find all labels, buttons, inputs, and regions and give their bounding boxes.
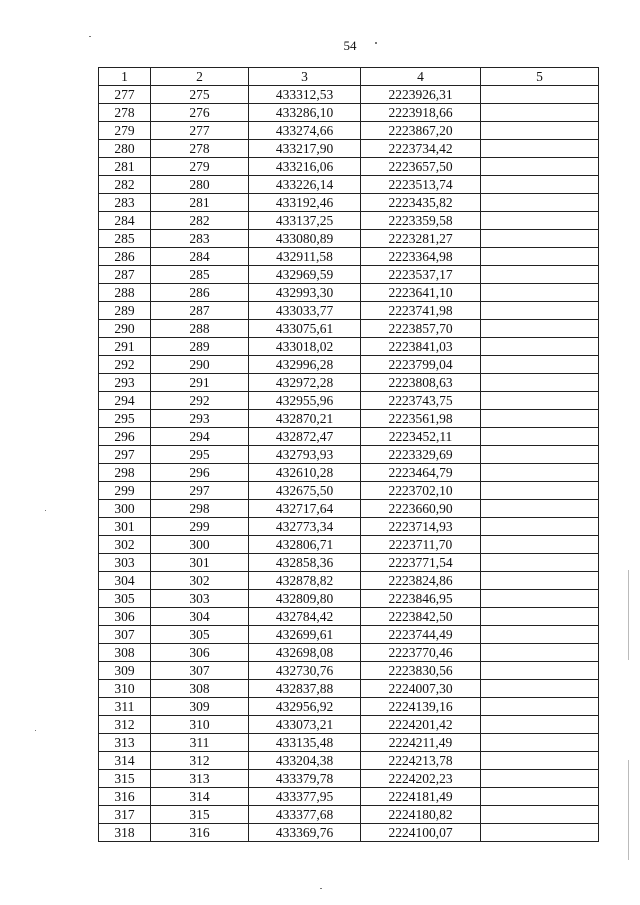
row-number-cell: 316 (99, 788, 151, 806)
point-number-cell: 278 (151, 140, 249, 158)
x-coordinate-cell: 432784,42 (249, 608, 361, 626)
point-number-cell: 290 (151, 356, 249, 374)
table-row (99, 428, 599, 446)
table-row (99, 482, 599, 500)
point-number-cell: 283 (151, 230, 249, 248)
y-coordinate-cell: 2223561,98 (361, 410, 481, 428)
row-number-cell: 295 (99, 410, 151, 428)
note-cell (481, 302, 599, 320)
y-coordinate-cell: 2223435,82 (361, 194, 481, 212)
x-coordinate-cell: 433226,14 (249, 176, 361, 194)
point-number-cell: 309 (151, 698, 249, 716)
row-number-cell: 282 (99, 176, 151, 194)
y-coordinate-cell: 2224100,07 (361, 824, 481, 842)
note-cell (481, 104, 599, 122)
table-row (99, 662, 599, 680)
y-coordinate-cell: 2223464,79 (361, 464, 481, 482)
x-coordinate-cell: 432837,88 (249, 680, 361, 698)
x-coordinate-cell: 432993,30 (249, 284, 361, 302)
note-cell (481, 644, 599, 662)
y-coordinate-cell: 2223842,50 (361, 608, 481, 626)
table-row (99, 212, 599, 230)
table-row (99, 302, 599, 320)
x-coordinate-cell: 432872,47 (249, 428, 361, 446)
note-cell (481, 248, 599, 266)
table-row (99, 176, 599, 194)
y-coordinate-cell: 2223734,42 (361, 140, 481, 158)
scan-edge-mark (628, 760, 629, 860)
table-row (99, 824, 599, 842)
x-coordinate-cell: 433135,48 (249, 734, 361, 752)
row-number-cell: 306 (99, 608, 151, 626)
table-row (99, 86, 599, 104)
table-row (99, 554, 599, 572)
x-coordinate-cell: 432911,58 (249, 248, 361, 266)
note-cell (481, 122, 599, 140)
y-coordinate-cell: 2223799,04 (361, 356, 481, 374)
row-number-cell: 301 (99, 518, 151, 536)
point-number-cell: 289 (151, 338, 249, 356)
x-coordinate-cell: 432996,28 (249, 356, 361, 374)
note-cell (481, 212, 599, 230)
point-number-cell: 298 (151, 500, 249, 518)
y-coordinate-cell: 2223711,70 (361, 536, 481, 554)
y-coordinate-cell: 2223830,56 (361, 662, 481, 680)
table-row (99, 230, 599, 248)
x-coordinate-cell: 433377,95 (249, 788, 361, 806)
row-number-cell: 283 (99, 194, 151, 212)
row-number-cell: 312 (99, 716, 151, 734)
x-coordinate-cell: 433217,90 (249, 140, 361, 158)
y-coordinate-cell: 2223513,74 (361, 176, 481, 194)
y-coordinate-cell: 2223770,46 (361, 644, 481, 662)
row-number-cell: 290 (99, 320, 151, 338)
y-coordinate-cell: 2223744,49 (361, 626, 481, 644)
row-number-cell: 288 (99, 284, 151, 302)
x-coordinate-cell: 433075,61 (249, 320, 361, 338)
row-number-cell: 286 (99, 248, 151, 266)
note-cell (481, 824, 599, 842)
row-number-cell: 318 (99, 824, 151, 842)
row-number-cell: 317 (99, 806, 151, 824)
table-row (99, 716, 599, 734)
x-coordinate-cell: 433137,25 (249, 212, 361, 230)
x-coordinate-cell: 432870,21 (249, 410, 361, 428)
point-number-cell: 280 (151, 176, 249, 194)
x-coordinate-cell: 433204,38 (249, 752, 361, 770)
table-row (99, 770, 599, 788)
point-number-cell: 308 (151, 680, 249, 698)
scan-edge-mark (628, 570, 629, 660)
note-cell (481, 518, 599, 536)
point-number-cell: 312 (151, 752, 249, 770)
y-coordinate-cell: 2223657,50 (361, 158, 481, 176)
note-cell (481, 662, 599, 680)
table-row (99, 248, 599, 266)
coordinates-table (98, 67, 599, 842)
table-row (99, 608, 599, 626)
row-number-cell: 304 (99, 572, 151, 590)
note-cell (481, 284, 599, 302)
y-coordinate-cell: 2223741,98 (361, 302, 481, 320)
page-number: 54 (343, 38, 357, 53)
y-coordinate-cell: 2223743,75 (361, 392, 481, 410)
row-number-cell: 278 (99, 104, 151, 122)
point-number-cell: 305 (151, 626, 249, 644)
table-row (99, 644, 599, 662)
y-coordinate-cell: 2224007,30 (361, 680, 481, 698)
x-coordinate-cell: 433018,02 (249, 338, 361, 356)
table-row (99, 410, 599, 428)
point-number-cell: 306 (151, 644, 249, 662)
table-row (99, 500, 599, 518)
note-cell (481, 572, 599, 590)
point-number-cell: 279 (151, 158, 249, 176)
note-cell (481, 698, 599, 716)
point-number-cell: 313 (151, 770, 249, 788)
y-coordinate-cell: 2223359,58 (361, 212, 481, 230)
row-number-cell: 277 (99, 86, 151, 104)
y-coordinate-cell: 2224201,42 (361, 716, 481, 734)
row-number-cell: 285 (99, 230, 151, 248)
note-cell (481, 554, 599, 572)
row-number-cell: 311 (99, 698, 151, 716)
note-cell (481, 770, 599, 788)
x-coordinate-cell: 432730,76 (249, 662, 361, 680)
x-coordinate-cell: 433286,10 (249, 104, 361, 122)
row-number-cell: 314 (99, 752, 151, 770)
x-coordinate-cell: 433369,76 (249, 824, 361, 842)
y-coordinate-cell: 2223808,63 (361, 374, 481, 392)
header-cell-5: 5 (481, 68, 599, 86)
point-number-cell: 284 (151, 248, 249, 266)
point-number-cell: 307 (151, 662, 249, 680)
point-number-cell: 303 (151, 590, 249, 608)
y-coordinate-cell: 2224202,23 (361, 770, 481, 788)
row-number-cell: 308 (99, 644, 151, 662)
point-number-cell: 297 (151, 482, 249, 500)
x-coordinate-cell: 433216,06 (249, 158, 361, 176)
point-number-cell: 315 (151, 806, 249, 824)
note-cell (481, 392, 599, 410)
y-coordinate-cell: 2224213,78 (361, 752, 481, 770)
note-cell (481, 338, 599, 356)
note-cell (481, 266, 599, 284)
y-coordinate-cell: 2223660,90 (361, 500, 481, 518)
row-number-cell: 293 (99, 374, 151, 392)
note-cell (481, 356, 599, 374)
point-number-cell: 282 (151, 212, 249, 230)
note-cell (481, 536, 599, 554)
point-number-cell: 299 (151, 518, 249, 536)
x-coordinate-cell: 432969,59 (249, 266, 361, 284)
table-row (99, 464, 599, 482)
row-number-cell: 309 (99, 662, 151, 680)
y-coordinate-cell: 2223281,27 (361, 230, 481, 248)
y-coordinate-cell: 2223364,98 (361, 248, 481, 266)
point-number-cell: 287 (151, 302, 249, 320)
x-coordinate-cell: 432809,80 (249, 590, 361, 608)
point-number-cell: 288 (151, 320, 249, 338)
note-cell (481, 446, 599, 464)
note-cell (481, 680, 599, 698)
x-coordinate-cell: 433274,66 (249, 122, 361, 140)
point-number-cell: 316 (151, 824, 249, 842)
table-row (99, 284, 599, 302)
row-number-cell: 291 (99, 338, 151, 356)
table-row (99, 590, 599, 608)
point-number-cell: 275 (151, 86, 249, 104)
row-number-cell: 313 (99, 734, 151, 752)
table-row (99, 392, 599, 410)
row-number-cell: 302 (99, 536, 151, 554)
x-coordinate-cell: 432610,28 (249, 464, 361, 482)
point-number-cell: 304 (151, 608, 249, 626)
table-row (99, 680, 599, 698)
table-row (99, 734, 599, 752)
y-coordinate-cell: 2223926,31 (361, 86, 481, 104)
y-coordinate-cell: 2223867,20 (361, 122, 481, 140)
note-cell (481, 464, 599, 482)
y-coordinate-cell: 2223329,69 (361, 446, 481, 464)
point-number-cell: 311 (151, 734, 249, 752)
header-cell-2: 2 (151, 68, 249, 86)
note-cell (481, 788, 599, 806)
point-number-cell: 276 (151, 104, 249, 122)
row-number-cell: 280 (99, 140, 151, 158)
point-number-cell: 281 (151, 194, 249, 212)
header-cell-3: 3 (249, 68, 361, 86)
note-cell (481, 176, 599, 194)
table-row (99, 338, 599, 356)
note-cell (481, 500, 599, 518)
y-coordinate-cell: 2223452,11 (361, 428, 481, 446)
y-coordinate-cell: 2223824,86 (361, 572, 481, 590)
note-cell (481, 86, 599, 104)
table-row (99, 122, 599, 140)
y-coordinate-cell: 2223771,54 (361, 554, 481, 572)
note-cell (481, 140, 599, 158)
row-number-cell: 299 (99, 482, 151, 500)
note-cell (481, 806, 599, 824)
y-coordinate-cell: 2223702,10 (361, 482, 481, 500)
y-coordinate-cell: 2223841,03 (361, 338, 481, 356)
table-row (99, 572, 599, 590)
x-coordinate-cell: 432956,92 (249, 698, 361, 716)
y-coordinate-cell: 2223857,70 (361, 320, 481, 338)
scan-speck (45, 510, 46, 511)
row-number-cell: 307 (99, 626, 151, 644)
y-coordinate-cell: 2224180,82 (361, 806, 481, 824)
note-cell (481, 428, 599, 446)
row-number-cell: 279 (99, 122, 151, 140)
x-coordinate-cell: 433080,89 (249, 230, 361, 248)
point-number-cell: 293 (151, 410, 249, 428)
scan-speck (375, 42, 377, 44)
point-number-cell: 301 (151, 554, 249, 572)
x-coordinate-cell: 432717,64 (249, 500, 361, 518)
x-coordinate-cell: 433192,46 (249, 194, 361, 212)
point-number-cell: 302 (151, 572, 249, 590)
table-row (99, 518, 599, 536)
x-coordinate-cell: 433073,21 (249, 716, 361, 734)
table-row (99, 194, 599, 212)
note-cell (481, 590, 599, 608)
note-cell (481, 482, 599, 500)
note-cell (481, 626, 599, 644)
table-row (99, 158, 599, 176)
row-number-cell: 310 (99, 680, 151, 698)
row-number-cell: 281 (99, 158, 151, 176)
point-number-cell: 285 (151, 266, 249, 284)
point-number-cell: 291 (151, 374, 249, 392)
point-number-cell: 286 (151, 284, 249, 302)
x-coordinate-cell: 432698,08 (249, 644, 361, 662)
table-row (99, 698, 599, 716)
x-coordinate-cell: 432955,96 (249, 392, 361, 410)
note-cell (481, 410, 599, 428)
y-coordinate-cell: 2224181,49 (361, 788, 481, 806)
point-number-cell: 296 (151, 464, 249, 482)
table-row (99, 806, 599, 824)
y-coordinate-cell: 2223714,93 (361, 518, 481, 536)
scan-speck (320, 888, 322, 889)
table-row (99, 752, 599, 770)
row-number-cell: 289 (99, 302, 151, 320)
x-coordinate-cell: 433312,53 (249, 86, 361, 104)
point-number-cell: 314 (151, 788, 249, 806)
table-row (99, 266, 599, 284)
table-row (99, 788, 599, 806)
scan-speck (35, 730, 36, 731)
header-cell-4: 4 (361, 68, 481, 86)
table-row (99, 356, 599, 374)
row-number-cell: 284 (99, 212, 151, 230)
x-coordinate-cell: 432806,71 (249, 536, 361, 554)
table-row (99, 374, 599, 392)
point-number-cell: 294 (151, 428, 249, 446)
row-number-cell: 298 (99, 464, 151, 482)
x-coordinate-cell: 432793,93 (249, 446, 361, 464)
table-row (99, 446, 599, 464)
point-number-cell: 310 (151, 716, 249, 734)
x-coordinate-cell: 432773,34 (249, 518, 361, 536)
x-coordinate-cell: 432699,61 (249, 626, 361, 644)
row-number-cell: 315 (99, 770, 151, 788)
row-number-cell: 292 (99, 356, 151, 374)
table-row (99, 536, 599, 554)
y-coordinate-cell: 2223537,17 (361, 266, 481, 284)
y-coordinate-cell: 2223918,66 (361, 104, 481, 122)
header-cell-1: 1 (99, 68, 151, 86)
table-row (99, 626, 599, 644)
y-coordinate-cell: 2224211,49 (361, 734, 481, 752)
note-cell (481, 374, 599, 392)
x-coordinate-cell: 433379,78 (249, 770, 361, 788)
note-cell (481, 158, 599, 176)
coordinates-table-body (99, 68, 599, 842)
row-number-cell: 294 (99, 392, 151, 410)
x-coordinate-cell: 433033,77 (249, 302, 361, 320)
point-number-cell: 292 (151, 392, 249, 410)
point-number-cell: 295 (151, 446, 249, 464)
y-coordinate-cell: 2223846,95 (361, 590, 481, 608)
table-row (99, 140, 599, 158)
x-coordinate-cell: 432675,50 (249, 482, 361, 500)
note-cell (481, 320, 599, 338)
table-header-row (99, 68, 599, 86)
note-cell (481, 230, 599, 248)
x-coordinate-cell: 432858,36 (249, 554, 361, 572)
x-coordinate-cell: 433377,68 (249, 806, 361, 824)
row-number-cell: 297 (99, 446, 151, 464)
row-number-cell: 287 (99, 266, 151, 284)
note-cell (481, 752, 599, 770)
note-cell (481, 608, 599, 626)
note-cell (481, 734, 599, 752)
row-number-cell: 303 (99, 554, 151, 572)
note-cell (481, 194, 599, 212)
note-cell (481, 716, 599, 734)
row-number-cell: 296 (99, 428, 151, 446)
y-coordinate-cell: 2224139,16 (361, 698, 481, 716)
x-coordinate-cell: 432972,28 (249, 374, 361, 392)
table-row (99, 104, 599, 122)
row-number-cell: 300 (99, 500, 151, 518)
y-coordinate-cell: 2223641,10 (361, 284, 481, 302)
point-number-cell: 300 (151, 536, 249, 554)
scan-speck (89, 36, 91, 37)
x-coordinate-cell: 432878,82 (249, 572, 361, 590)
row-number-cell: 305 (99, 590, 151, 608)
point-number-cell: 277 (151, 122, 249, 140)
table-row (99, 320, 599, 338)
